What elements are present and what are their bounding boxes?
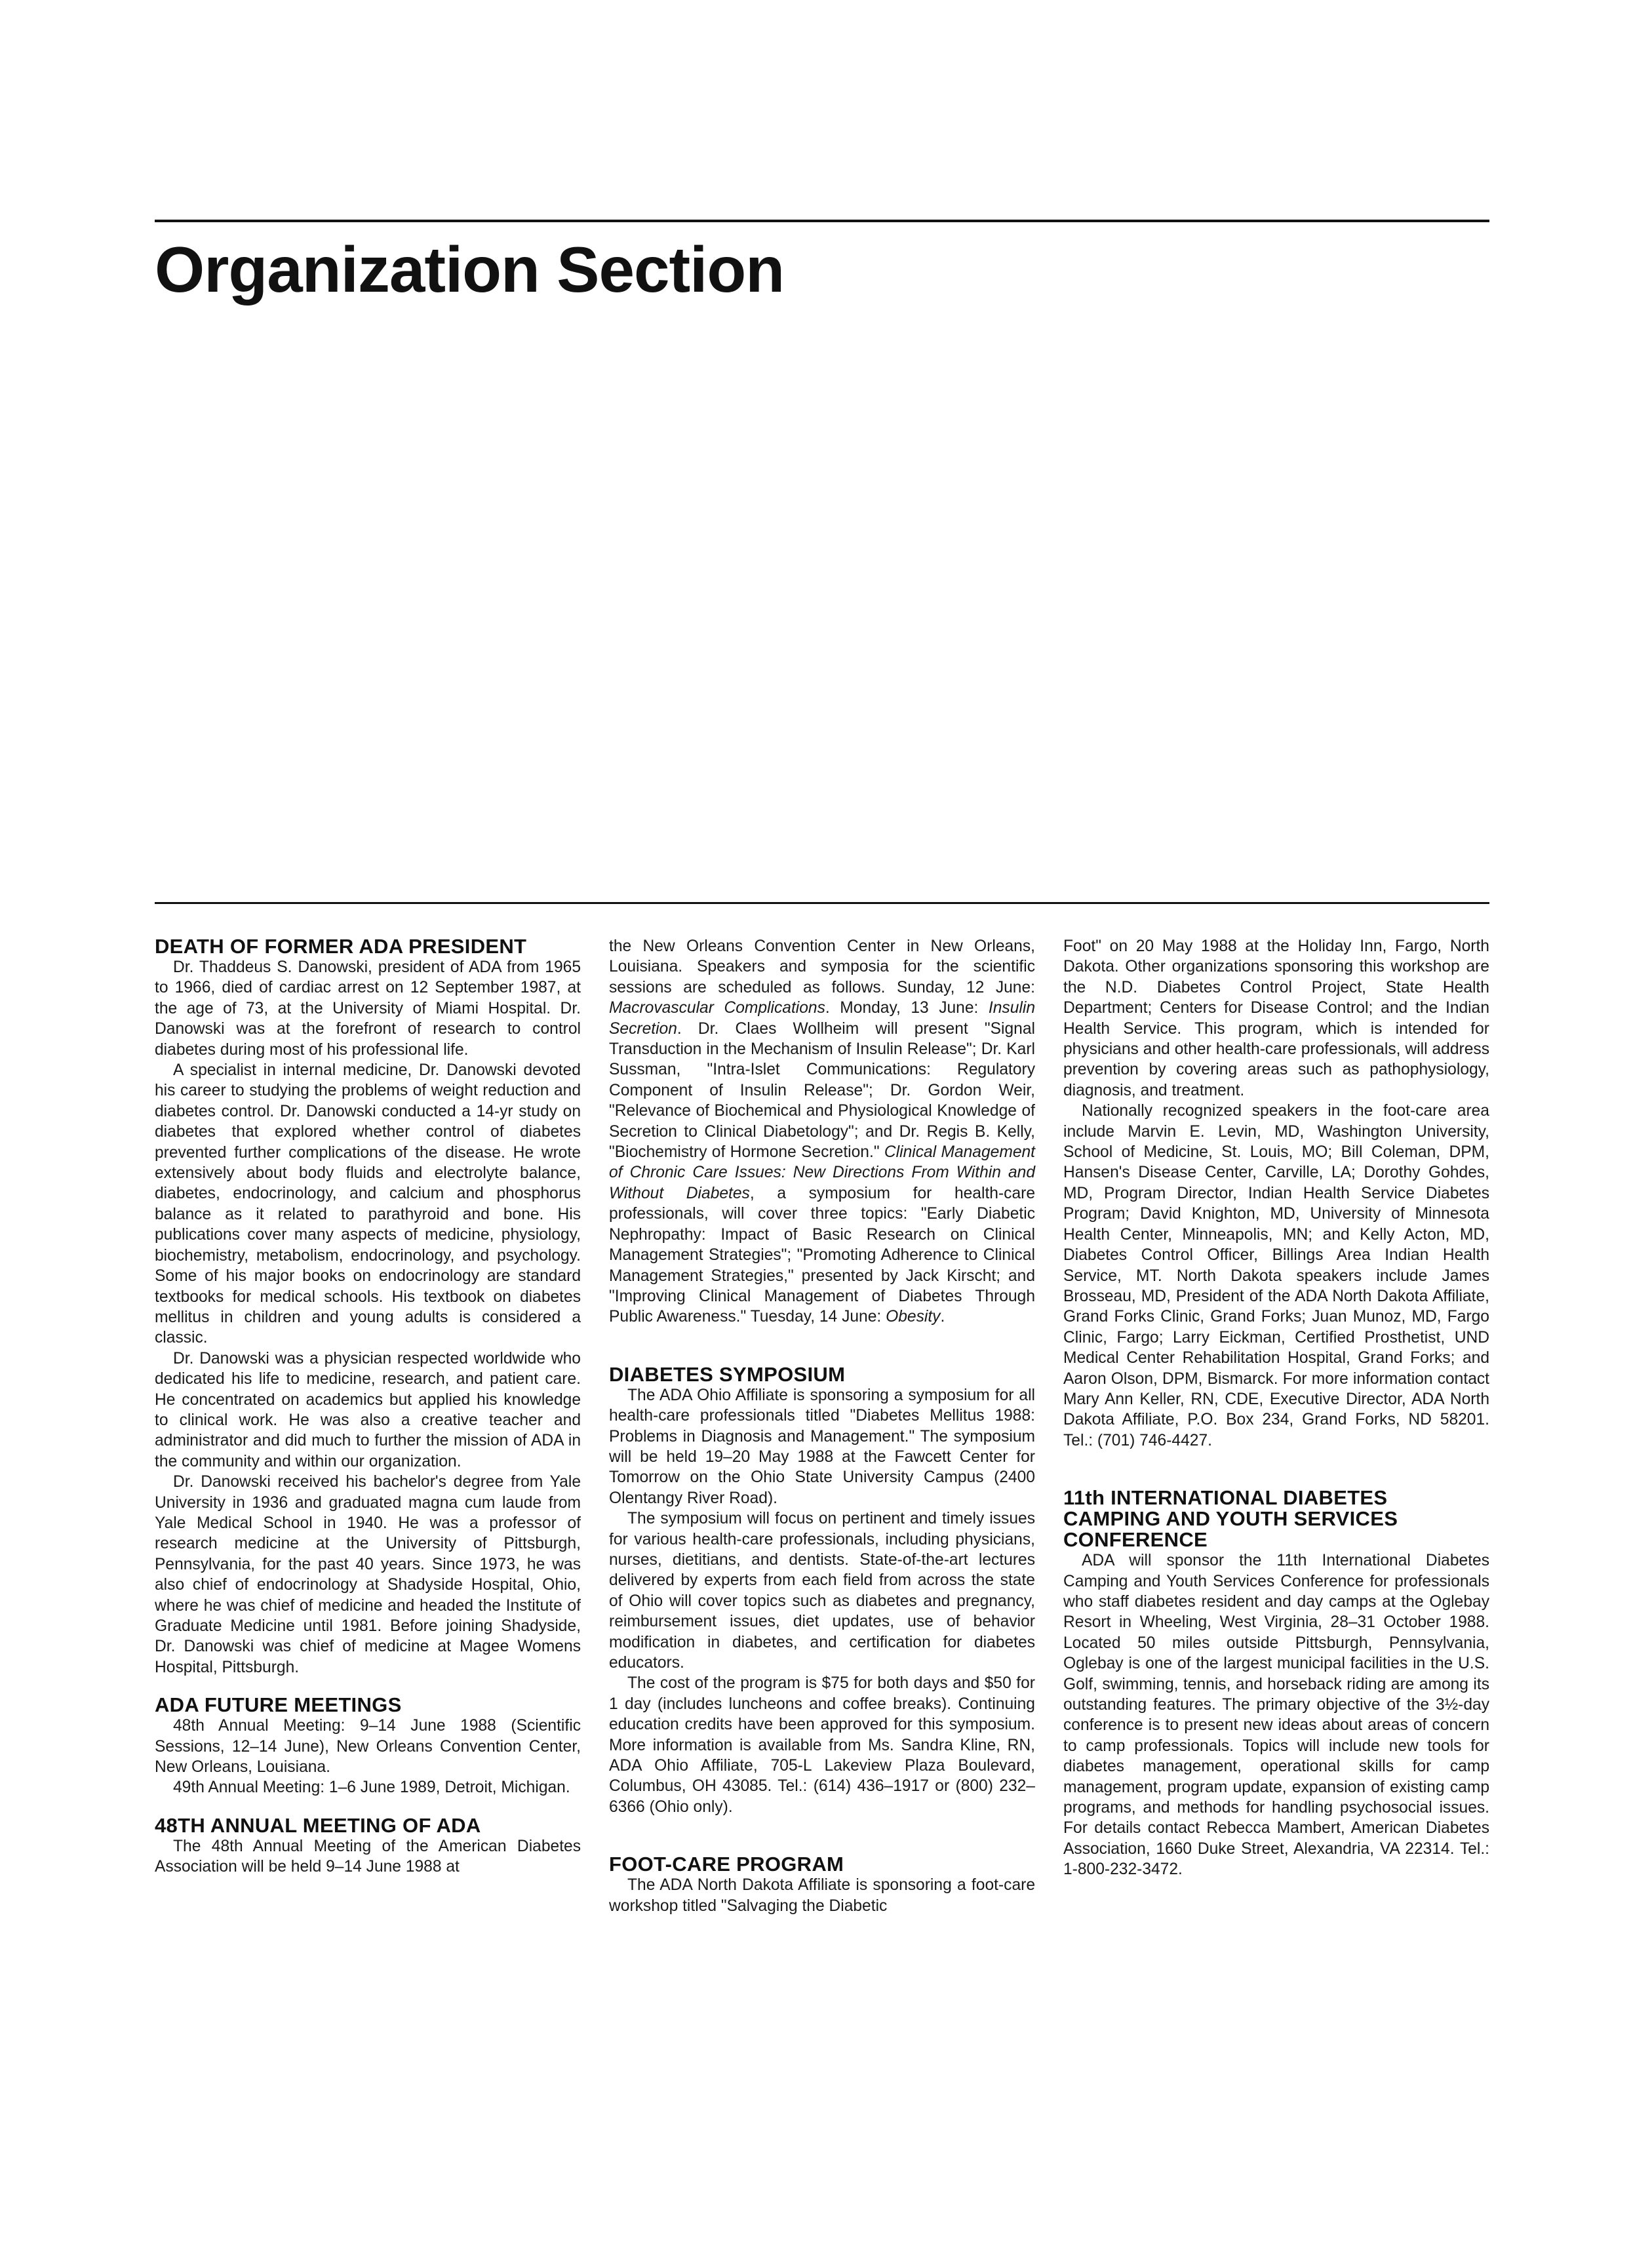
article-heading: 11th INTERNATIONAL DIABETES CAMPING AND YOUTH SERVICES CONFERENCE bbox=[1063, 1486, 1398, 1552]
column-right bbox=[1063, 936, 1489, 1880]
article-paragraph: A specialist in internal medicine, Dr. Danowski devoted his career to studying the problems of weight reduction and diabetes control. Dr. Danowski conducted a 14-yr study on diabetes that explored whether control of diabetes prevented further complications of the disease. He wrote extensively about body fluids and electrolyte balance, diabetes, endocrinology, and calcium and phosphorus balance as it related to parathyroid and bone. His publications cover many aspects of medicine, physiology, biochemistry, metabolism, endocrinology, and psychology. Some of his major books on endocrinology are standard textbooks for medical schools. His textbook on diabetes mellitus in children and young adults is considered a classic. bbox=[155, 1061, 581, 1347]
article-paragraph: The ADA North Dakota Affiliate is sponsoring a foot-care workshop titled "Salvaging the Diabetic bbox=[609, 1876, 1035, 1915]
article-paragraph: 49th Annual Meeting: 1–6 June 1989, Detroit, Michigan. bbox=[173, 1779, 570, 1797]
article-heading: FOOT-CARE PROGRAM bbox=[609, 1853, 844, 1876]
text-run: , a symposium for health-care professionals, will cover three topics: "Early Diabetic Nephropathy: Impact of Basic Research on Clinical Management Strategies"; "Promoting Adherence to Clinical Management Strategies," presented by Jack Kirscht; and "Improving Clinical Management of Diabetes Through Public Awareness." Tuesday, 14 June: bbox=[609, 1184, 1035, 1326]
header-top-rule bbox=[155, 220, 1489, 222]
text-run: the New Orleans Convention Center in New Orleans, Louisiana. Speakers and symposia for the scientific sessions are scheduled as follows. Sunday, 12 June: bbox=[609, 937, 1035, 996]
text-run: . Dr. Claes Wollheim will present "Signal Transduction in the Mechanism of Insulin Release"; Dr. Karl Sussman, "Intra-Islet Communications: Regulatory Component of Insulin Release"; Dr. Gordon Weir, "Relevance of Biochemical and Physiological Knowledge of Secretion to Clinical Diabetology"; and Dr. Regis B. Kelly, "Biochemistry of Hormone Secretion." bbox=[609, 1019, 1035, 1162]
article-foot-care-program-continued bbox=[1063, 936, 1489, 1451]
article-future-meetings bbox=[155, 1695, 581, 1798]
article-paragraph: The ADA Ohio Affiliate is sponsoring a symposium for all health-care professionals titled "Diabetes Mellitus 1988: Problems in Diagnosis and Management." The symposium will be held 19–20 May 1988 at the Fawcett Center for Tomorrow on the Ohio State University Campus (2400 Olentangy River Road). bbox=[609, 1386, 1035, 1507]
article-48th-annual-meeting-continued bbox=[609, 936, 1035, 1328]
article-heading: ADA FUTURE MEETINGS bbox=[155, 1693, 402, 1717]
article-paragraph: Dr. Danowski was a physician respected worldwide who dedicated his life to medicine, research, and patient care. He concentrated on academics but applied his knowledge to clinical work. He was also a creative teacher and administrator and did much to further the mission of ADA in the community and within our organization. bbox=[155, 1349, 581, 1470]
article-foot-care-program bbox=[609, 1854, 1035, 1916]
article-paragraph: Nationally recognized speakers in the foot-care area include Marvin E. Levin, MD, Washington University, School of Medicine, St. Louis, MO; Bill Coleman, DPM, Hansen's Disease Center, Carville, LA; Dorothy Gohdes, MD, Program Director, Indian Health Service Diabetes Program; David Knighton, MD, University of Minnesota Health Center, Minneapolis, MN; and Kelly Acton, MD, Diabetes Control Officer, Billings Area Indian Health Service, MT. North Dakota speakers include James Brosseau, MD, President of the ADA North Dakota Affiliate, Grand Forks Clinic, Grand Forks; Juan Munoz, MD, Fargo Clinic, Fargo; Larry Eickman, Certified Prosthetist, UND Medical Center Rehabilitation Hospital, Grand Forks; and Aaron Olson, DPM, Bismarck. For more information contact Mary Ann Keller, RN, CDE, Executive Director, ADA North Dakota Affiliate, P.O. Box 234, Grand Forks, ND 58201. Tel.: (701) 746-4427. bbox=[1063, 1102, 1489, 1449]
article-diabetes-symposium bbox=[609, 1364, 1035, 1818]
article-paragraph: ADA will sponsor the 11th International Diabetes Camping and Youth Services Conference for professionals who staff diabetes resident and day camps at the Oglebay Resort in Wheeling, West Virginia, 28–31 October 1988. Located 50 miles outside Pittsburgh, Pennsylvania, Oglebay is one of the largest municipal facilities in the U.S. Golf, swimming, tennis, and horseback riding are among its outstanding features. The primary objective of the 3½-day conference is to present new ideas about areas of concern to camp professionals. Topics will include new tools for diabetes management, operational skills for camp management, program update, expansion of existing camp programs, and methods for handling psychosocial issues. For details contact Rebecca Mambert, American Diabetes Association, 1660 Duke Street, Alexandria, VA 22314. Tel.: 1-800-232-3472. bbox=[1063, 1552, 1489, 1879]
article-paragraph: The symposium will focus on pertinent and timely issues for various health-care professionals, including physicians, nurses, dietitians, and dentists. State-of-the-art lectures delivered by experts from each field from across the state of Ohio will cover topics such as diabetes and pregnancy, reimbursement issues, diet updates, use of behavior modification in diabetes, and certification for diabetes educators. bbox=[609, 1510, 1035, 1672]
text-run: . Monday, 13 June: bbox=[825, 999, 989, 1017]
session-title: Insulin Secretion bbox=[609, 999, 1035, 1038]
article-paragraph: The cost of the program is $75 for both days and $50 for 1 day (includes luncheons and coffee breaks). Continuing education credits have been approved for this symposium. More information is available from Ms. Sandra Kline, RN, ADA Ohio Affiliate, 705-L Lakeview Plaza Boulevard, Columbus, OH 43085. Tel.: (614) 436–1917 or (800) 232–6366 (Ohio only). bbox=[609, 1674, 1035, 1816]
page-title: Organization Section bbox=[155, 233, 785, 305]
article-48th-annual-meeting bbox=[155, 1815, 581, 1878]
text-run: . bbox=[940, 1308, 945, 1326]
column-middle bbox=[609, 936, 1035, 1916]
article-camping-conference bbox=[1063, 1487, 1489, 1880]
article-heading: DIABETES SYMPOSIUM bbox=[609, 1362, 846, 1386]
session-title: Clinical Management of Chronic Care Issues: New Directions From Within and Without Diabetes bbox=[609, 1143, 1036, 1202]
article-paragraph-continued: Foot" on 20 May 1988 at the Holiday Inn, Fargo, North Dakota. Other organizations sponsoring this workshop are the N.D. Diabetes Control Project, State Health Department; Centers for Disease Control; and the Indian Health Service. This program, which is intended for physicians and other health-care professionals, will address prevention by covering areas such as pathophysiology, diagnosis, and treatment. bbox=[1063, 937, 1489, 1099]
article-paragraph: Dr. Thaddeus S. Danowski, president of ADA from 1965 to 1966, died of cardiac arrest on 12 September 1987, at the age of 73, at the University of Miami Hospital. Dr. Danowski was at the forefront of research to control diabetes during most of his professional life. bbox=[155, 958, 581, 1059]
article-paragraph: Dr. Danowski received his bachelor's degree from Yale University in 1936 and graduated magna cum laude from Yale Medical School in 1940. He was a professor of research medicine at the University of Pittsburgh, Pennsylvania, for the past 40 years. Since 1973, he was also chief of endocrinology at Shadyside Hospital, Ohio, where he was chief of medicine and headed the Institute of Graduate Medicine until 1981. Before joining Shadyside, Dr. Danowski was chief of medicine at Magee Womens Hospital, Pittsburgh. bbox=[155, 1473, 581, 1676]
article-paragraph: The 48th Annual Meeting of the American Diabetes Association will be held 9–14 June 1988 at bbox=[155, 1837, 581, 1876]
session-title: Obesity bbox=[886, 1308, 941, 1326]
article-death-of-former-president bbox=[155, 936, 581, 1678]
session-title: Macrovascular Complications bbox=[609, 999, 825, 1017]
article-heading: 48TH ANNUAL MEETING OF ADA bbox=[155, 1813, 481, 1837]
content-divider-rule bbox=[155, 902, 1489, 904]
article-heading: DEATH OF FORMER ADA PRESIDENT bbox=[155, 935, 527, 958]
column-left bbox=[155, 936, 581, 1878]
article-paragraph: 48th Annual Meeting: 9–14 June 1988 (Scientific Sessions, 12–14 June), New Orleans Convention Center, New Orleans, Louisiana. bbox=[155, 1717, 581, 1777]
article-paragraph-continued bbox=[609, 936, 1035, 1328]
